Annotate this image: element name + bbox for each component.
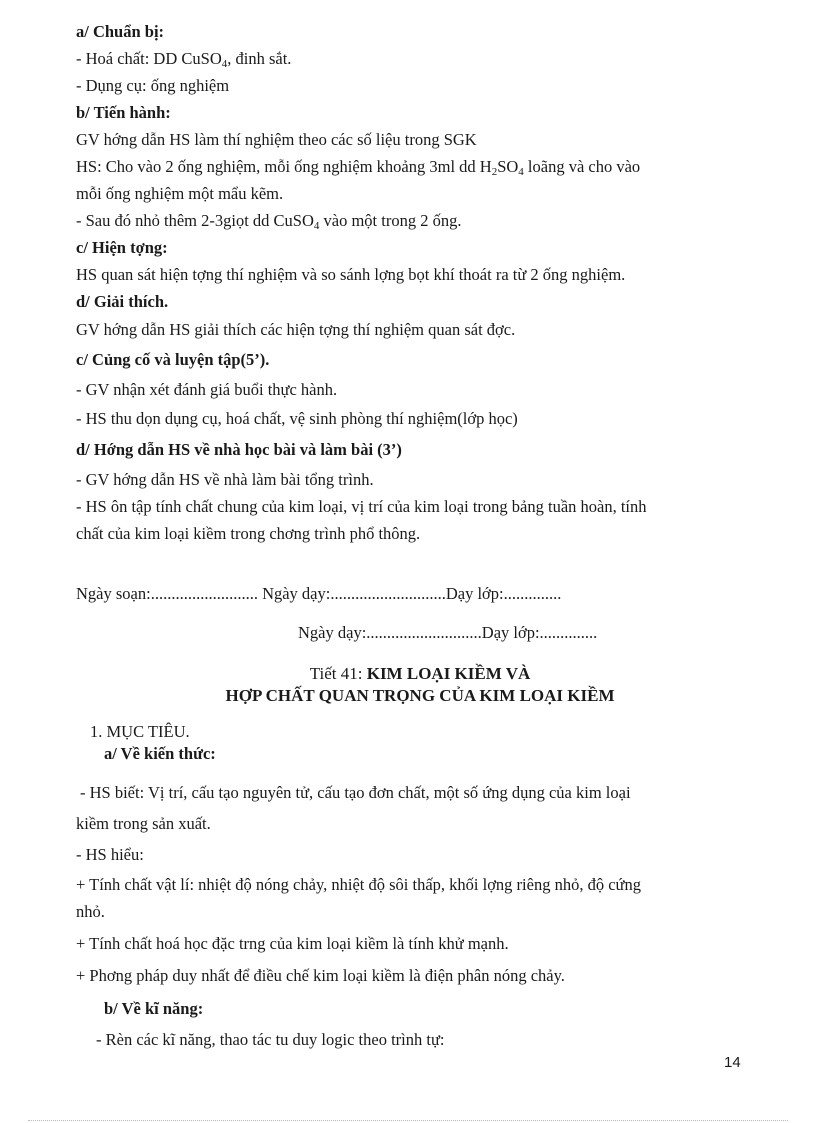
knowledge-line-2: kiềm trong sản xuất. bbox=[76, 814, 211, 833]
procedure-line-2: HS: Cho vào 2 ống nghiệm, mỗi ống nghiệm khoảng 3ml dd $H_2SO_4$ loãng và cho vào bbox=[76, 157, 641, 178]
procedure-line-3: mỗi ống nghiệm một mẩu kẽm. bbox=[76, 184, 284, 203]
heading-procedure: b/ Tiến hành: bbox=[76, 103, 171, 122]
page-bottom-rule bbox=[28, 1120, 788, 1121]
understand-line-3: + Tính chất hoá học đặc trng của kim loại kiềm là tính khử mạnh. bbox=[76, 934, 509, 953]
dates-line-2: Ngày dạy:............................Dạy lớp:.............. bbox=[298, 623, 598, 642]
tools-line: - Dụng cụ: ống nghiệm bbox=[76, 76, 230, 95]
procedure-line-4: - Sau đó nhỏ thêm 2-3giọt dd CuSO$_4$ vào một trong 2 ống. bbox=[76, 211, 462, 232]
heading-review: c/ Củng cố và luyện tập(5’). bbox=[76, 350, 270, 369]
objectives-heading: 1. MỤC TIÊU. bbox=[90, 722, 190, 741]
knowledge-line-1: - HS biết: Vị trí, cấu tạo nguyên tử, cấu tạo đơn chất, một số ứng dụng của kim loại bbox=[80, 783, 631, 802]
home-line-3: chất của kim loại kiềm trong chơng trình phổ thông. bbox=[76, 524, 421, 543]
heading-phenomenon: c/ Hiện tợng: bbox=[76, 238, 168, 257]
procedure-line-1: GV hớng dẫn HS làm thí nghiệm theo các số liệu trong SGK bbox=[76, 130, 477, 149]
page-number: 14 bbox=[724, 1054, 741, 1071]
review-line-1: - GV nhận xét đánh giá buổi thực hành. bbox=[76, 380, 338, 399]
explain-line-1: GV hớng dẫn HS giải thích các hiện tợng thí nghiệm quan sát đợc. bbox=[76, 320, 516, 339]
heading-home: d/ Hớng dẫn HS về nhà học bài và làm bài (3’) bbox=[76, 440, 402, 459]
home-line-2: - HS ôn tập tính chất chung của kim loại, vị trí của kim loại trong bảng tuần hoàn, tính bbox=[76, 497, 647, 516]
heading-prep: a/ Chuẩn bị: bbox=[76, 22, 165, 41]
chemicals-line: - Hoá chất: DD CuSO$_4$, đinh sắt. bbox=[76, 49, 292, 70]
lesson-title-2: HỢP CHẤT QUAN TRỌNG CỦA KIM LOẠI KIỀM bbox=[225, 686, 615, 705]
heading-explain: d/ Giải thích. bbox=[76, 292, 169, 311]
dates-line-1: Ngày soạn:.......................... Ngày dạy:............................Dạy lớp:.............. bbox=[76, 584, 562, 603]
understand-line-1: + Tính chất vật lí: nhiệt độ nóng chảy, nhiệt độ sôi thấp, khối lợng riêng nhỏ, độ cứng bbox=[76, 875, 641, 894]
phenomenon-line-1: HS quan sát hiện tợng thí nghiệm và so sánh lợng bọt khí thoát ra từ 2 ống nghiệm. bbox=[76, 265, 626, 284]
understand-line-2: nhỏ. bbox=[76, 902, 105, 921]
review-line-2: - HS thu dọn dụng cụ, hoá chất, vệ sinh phòng thí nghiệm(lớp học) bbox=[76, 409, 518, 428]
knowledge-heading: a/ Về kiến thức: bbox=[104, 744, 216, 763]
home-line-1: - GV hớng dẫn HS về nhà làm bài tổng trình. bbox=[76, 470, 374, 489]
skills-heading: b/ Về kĩ năng: bbox=[104, 999, 204, 1018]
lesson-title-1: Tiết 41: KIM LOẠI KIỀM VÀ bbox=[309, 664, 531, 683]
skills-line-1: - Rèn các kĩ năng, thao tác tu duy logic theo trình tự: bbox=[96, 1030, 445, 1049]
understand-line-4: + Phơng pháp duy nhất để điều chế kim loại kiềm là điện phân nóng chảy. bbox=[76, 966, 565, 985]
understand-label: - HS hiểu: bbox=[76, 845, 144, 864]
